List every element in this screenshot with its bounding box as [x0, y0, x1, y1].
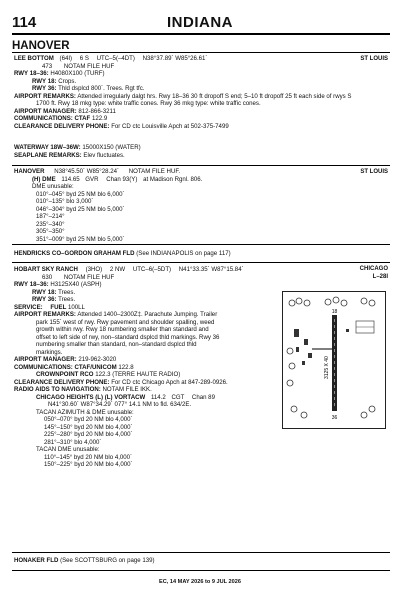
hobart-chart: CHICAGO — [359, 266, 388, 272]
elevation: 473 — [42, 62, 53, 70]
navaid-location: at Madison Rgnl. 806. — [143, 175, 203, 183]
top-rule — [12, 33, 390, 35]
navaid-coords: N38°45.50´ W85°28.24´ — [54, 168, 120, 175]
clearance-text: For CD ctc Chicago Apch at 847-289-0926. — [111, 378, 228, 386]
service-label: SERVICE: — [14, 303, 43, 311]
notam-file: NOTAM FILE HUF — [63, 62, 115, 70]
manager-phone: 219-962-3020 — [78, 356, 117, 363]
remarks-text: markings. — [36, 348, 63, 356]
lee-bottom-entry — [14, 55, 386, 159]
remarks-text: numbering smaller than standard, non–standard dsplcd thld — [36, 341, 197, 348]
clearance-text: For CD ctc Louisville Apch at 502-375-7499 — [111, 122, 229, 130]
tacan-item: 281°–310° blo 4,000´ — [44, 438, 102, 446]
radio-aids-notam: NOTAM FILE IKK. — [102, 386, 152, 393]
dme-item: 305°–350° — [36, 228, 65, 235]
manager-phone: 812-866-3211 — [78, 107, 116, 115]
vortac-location: N41°30.60´ W87°34.29´ 077° 14.1 NM to fld. 634/2E. — [48, 401, 192, 408]
comms-label: COMMUNICATIONS: CTAF — [14, 115, 91, 122]
runway-value: H4080X100 (TURF) — [50, 70, 105, 77]
hendricks-entry — [14, 250, 386, 258]
comms-freq: 122.8 — [118, 363, 134, 371]
radio-aids-label: RADIO AIDS TO NAVIGATION: — [14, 386, 101, 393]
dme-item: 187°–214° — [36, 213, 65, 220]
remarks-text: park 155´ west of rwy. Rwy pavement and shoulder spalling, weed — [36, 318, 215, 326]
dme-item: 010°–135° blo 3,000´ — [36, 198, 94, 205]
tacan-item: 050°–070° byd 20 NM blo 4,000´ — [44, 416, 133, 423]
rwy18-value: Crops. — [58, 77, 77, 85]
remarks-text: growth within rwy. Rwy 18 numbering smaller than standard and — [36, 326, 209, 333]
state-title: INDIANA — [167, 14, 233, 31]
airport-name: HONAKER FLD — [14, 557, 59, 564]
runway-dimensions-label: 3125 X 40 — [324, 356, 330, 379]
vortac-ident: CGT — [171, 393, 185, 401]
divider — [12, 244, 390, 245]
airport-utc: UTC–6(–5DT) — [132, 266, 172, 273]
divider — [12, 570, 390, 571]
manager-label: AIRPORT MANAGER: — [14, 356, 77, 363]
notam-file: NOTAM FILE HUF — [63, 273, 115, 281]
seaplane-label: SEAPLANE REMARKS: — [14, 151, 82, 159]
remarks-label: AIRPORT REMARKS: — [14, 92, 76, 100]
clearance-label: CLEARANCE DELIVERY PHONE: — [14, 378, 110, 386]
rwy18-value: Trees. — [58, 288, 76, 296]
navaid-ident: GVR — [85, 175, 99, 183]
runway-end-18-label: 18 — [331, 309, 338, 315]
airport-id: (3HO) — [85, 266, 103, 273]
cross-reference: (See SCOTTSBURG on page 139) — [60, 557, 155, 564]
rco-label: CROWNPOINT RCO — [36, 371, 94, 378]
effective-dates-footer: EC, 14 MAY 2026 to 9 JUL 2026 — [159, 579, 241, 585]
vortac-freq: 114.2 — [150, 393, 166, 401]
airport-diagram — [282, 291, 386, 429]
honaker-entry — [14, 557, 386, 565]
airport-coords: N41°33.35´ W87°15.84´ — [178, 266, 244, 273]
section-rule — [12, 52, 390, 53]
hobart-entry — [14, 266, 279, 469]
vortac-type: (L) (L) VORTACW — [95, 393, 146, 401]
airport-utc: UTC–5(–4DT) — [96, 55, 135, 62]
airport-name: LEE BOTTOM — [14, 55, 54, 62]
divider — [12, 262, 390, 263]
hanover-chart: ST LOUIS — [360, 169, 388, 175]
tacan-item: 145°–150° byd 20 NM blo 4,000´ — [44, 423, 133, 431]
navaid-freq: 114.65 — [61, 175, 80, 183]
navaid-name: HANOVER — [14, 168, 45, 175]
fuel-value: 100LL — [68, 303, 85, 311]
navaid-chan: Chan 93(Y) — [106, 175, 138, 183]
remarks-label: AIRPORT REMARKS: — [14, 311, 76, 318]
navaid-type: (H) DME — [32, 175, 56, 183]
vortac-name: CHICAGO HEIGHTS — [36, 393, 94, 401]
dme-item: 046°–304° byd 25 NM blo 5,000´ — [36, 205, 125, 213]
remarks-text: Attended 1400–2300Z‡. Parachute Jumping. Trailer — [77, 311, 218, 318]
airport-coords: N38°37.89´ W85°26.61´ — [142, 55, 208, 62]
vortac-chan: Chan 89 — [191, 393, 215, 401]
airport-name: HENDRICKS CO–GORDON GRAHAM FLD — [14, 250, 135, 257]
manager-label: AIRPORT MANAGER: — [14, 107, 77, 115]
fuel-label: FUEL — [50, 303, 67, 311]
remarks-text: offset to left side of rwy, non–standard dsplcd thld markings. Rwy 36 — [36, 333, 220, 341]
rwy36-value: Trees. — [58, 296, 76, 303]
airport-name: HOBART SKY RANCH — [14, 266, 78, 273]
remarks-text-2: 1700 ft. Rwy 18 mkg type: white traffic cones. Rwy 36 mkg type: white traffic cones. — [36, 100, 261, 107]
page-number: 114 — [12, 14, 37, 31]
dme-item: 351°–009° byd 25 NM blo 5,000´ — [36, 235, 125, 243]
dme-item: 010°–045° byd 25 NM blo 6,000´ — [36, 190, 125, 198]
divider — [12, 165, 390, 166]
tacan-dme-item: 110°–145° byd 20 NM blo 4,000´ — [44, 453, 133, 461]
waterway-value: 15000X150 (WATER) — [82, 144, 141, 151]
clearance-label: CLEARANCE DELIVERY PHONE: — [14, 122, 110, 130]
tacan-dme-label: TACAN DME unusable: — [36, 446, 100, 453]
section-name: HANOVER — [12, 40, 70, 52]
rwy18-label: RWY 18: — [32, 77, 57, 85]
lee-bottom-chart: ST LOUIS — [360, 56, 388, 62]
comms-freq: 122.9 — [91, 115, 108, 122]
comms-label: COMMUNICATIONS: CTAF/UNICOM — [14, 363, 117, 371]
airport-id: (64I) — [59, 55, 73, 62]
tacan-label: TACAN AZIMUTH & DME unusable: — [36, 408, 134, 416]
rwy18-label: RWY 18: — [32, 288, 57, 296]
runway-value: H3125X40 (ASPH) — [50, 281, 102, 288]
rwy36-label: RWY 36: — [32, 296, 57, 303]
runway-end-36-label: 36 — [331, 415, 338, 421]
cross-reference: (See INDIANAPOLIS on page 117) — [136, 250, 231, 257]
navaid-notam: NOTAM FILE HUF. — [128, 168, 181, 175]
elevation: 630 — [42, 273, 53, 281]
hobart-chart-index: L–28I — [372, 274, 388, 280]
rco-value: 122.3 (TERRE HAUTE RADIO) — [95, 371, 181, 378]
dme-label: DME unusable: — [32, 183, 74, 190]
waterway-label: WATERWAY 18W–36W: — [14, 144, 81, 151]
tacan-dme-item: 150°–225° byd 20 NM blo 4,000´ — [44, 461, 133, 468]
remarks-text: Attended irregularly dalgt hrs. Rwy 18–36 30 ft dropoff S end; 5–10 ft dropoff 25 ft each side of rwys S — [77, 92, 352, 100]
dme-item: 235°–340° — [36, 220, 65, 228]
airport-dist: 2 NW — [109, 266, 126, 273]
hanover-navaid-entry — [14, 168, 386, 243]
divider — [12, 552, 390, 553]
airport-dist: 6 S — [79, 55, 89, 62]
seaplane-value: Elev fluctuates. — [83, 151, 125, 159]
rwy36-value: Thld dsplcd 800´. Trees. Rgt tfc. — [58, 85, 145, 92]
runway-label: RWY 18–36: — [14, 70, 49, 77]
tacan-item: 225°–280° byd 20 NM blo 4,000´ — [44, 431, 133, 438]
rwy36-label: RWY 36: — [32, 85, 57, 92]
runway-label: RWY 18–36: — [14, 281, 49, 288]
